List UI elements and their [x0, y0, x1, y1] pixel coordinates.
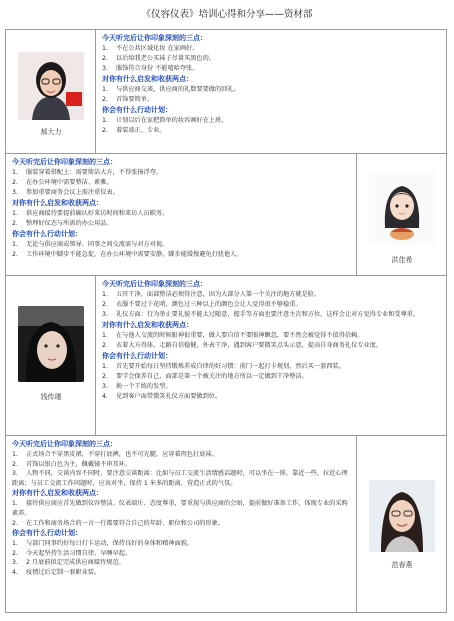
avatar	[369, 480, 435, 552]
photo-column	[356, 154, 446, 275]
heading-takeaways: 对你有什么启发和收获两点：	[102, 75, 193, 83]
list-item: 4. 疫情过后定制一套职业装。	[12, 568, 101, 576]
list-item: 2. 衣着大方得体，走路自信稳健，外表干净，遇到客户要微笑点头示意，提高自身商务礼仪专业度。	[102, 342, 383, 349]
heading-impressions: 今天听完后让你印象深刻的三点：	[102, 34, 207, 42]
list-item: 2. 整理好仪态与所需的办公用品。	[12, 220, 113, 227]
person-name: 洪佳希	[391, 256, 413, 264]
list-item: 4. 见到客户面带微笑礼仪方面要做到位。	[102, 393, 222, 400]
list-item: 1. 无论与供应商或领导、同事之间交流需与对方对视。	[12, 241, 169, 248]
list-item: 2. 在工作和商务场合的一言一行都要符合自己的年龄、职位和公司的形象。	[12, 519, 224, 527]
list-item: 2. 首饰以银白色为主，佩戴镜不串耳环。	[12, 460, 132, 468]
photo-column	[6, 276, 96, 435]
document-title: 《仪容仪表》培训心得和分享——资材部	[141, 9, 313, 20]
text-column	[96, 30, 446, 153]
heading-impressions: 今天听完后让你印象深刻的三点：	[12, 158, 117, 166]
person-name: 钱传瑾	[40, 393, 62, 401]
list-item: 1. 接待供应商应首先做到仪容整洁、仪表端庄、态度尊重，要重视与供应商的会晤，提前做好准备工作，体现专业的采购素养。	[12, 500, 348, 517]
avatar	[18, 306, 84, 382]
heading-takeaways: 对你有什么启发和收获两点：	[12, 489, 103, 498]
list-item: 1. 与部门同事约好每日打卡运动，保持良好的身体和精神面貌。	[12, 540, 194, 548]
list-item: 2. 工作环境中脚步不能急促，在办公环境中需要安静，脚步能缓慢避免打扰他人。	[12, 251, 243, 258]
list-item: 2. 以后给我老公买袜子尽量买黑色的。	[102, 55, 215, 62]
heading-impressions: 今天听完后让你印象深刻的三点：	[12, 440, 117, 448]
list-item: 2. 今天起坚持生活习惯自律，早睡早起。	[12, 549, 132, 557]
heading-action-plan: 你会有什么行动计划：	[12, 230, 82, 238]
avatar	[18, 52, 84, 120]
heading-action-plan: 你会有什么行动计划：	[102, 352, 172, 360]
photo-column	[6, 30, 96, 153]
list-item: 1. 五官干净，面部整洁必须得注意，因为大部分人第一个关注的地方就是脸。	[102, 291, 321, 298]
heading-impressions: 今天听完后让你印象深刻的三点：	[102, 280, 207, 288]
person-name: 范春燕	[391, 561, 413, 569]
list-item: 3. 参加重要商务会议上需注重仪表。	[12, 189, 119, 196]
photo-column	[356, 436, 446, 612]
list-item: 1. 正式场合不穿黑皮裙，不穿打底裤，也不可光腿，应穿着肉色打底袜。	[12, 451, 218, 458]
list-item: 3. 换一个干练的发型。	[102, 383, 172, 390]
avatar	[369, 172, 435, 244]
heading-takeaways: 对你有什么启发和收获两点：	[102, 321, 193, 329]
list-item: 1. 供应商接待要提前确认好来访时间和来访人员职务。	[12, 210, 169, 217]
list-item: 3. 服饰符合身份 不能嘻哈夸张。	[102, 65, 199, 72]
list-item: 1. 服装穿着搭配上：需要简洁大方，不得张扬浮夸。	[12, 169, 163, 176]
list-item: 3. 礼仪方面：行为举止要礼貌不能太过随意，握手等方面也要注意主次和方位，这样会让对方觉得专业和受尊重。	[102, 311, 420, 318]
list-item: 1. 首先要开始每日坚持锻炼养成自律的好习惯：前门一起打卡规划，然后买一套西装。	[102, 363, 345, 370]
sharing-table	[5, 29, 447, 613]
heading-takeaways: 对你有什么启发和收获两点：	[12, 199, 103, 207]
person-name: 郝大力	[40, 128, 62, 136]
list-item: 1. 不在公共区域化妆 在家画好。	[102, 45, 199, 52]
text-column	[6, 154, 356, 275]
text-column	[6, 436, 356, 612]
list-item: 1. 在与他人交流的时候眼神很重要，做人要自信不要眼神飘忽，要不然会被觉得不值得信赖。	[102, 332, 364, 339]
text-column	[96, 276, 446, 435]
section-hong-jiaxi	[6, 154, 446, 276]
list-item: 2. 在办公环境中需要整洁、素雅。	[12, 179, 113, 186]
list-item: 1. 与供应商交谈，供应商的礼数要要做的回礼。	[102, 86, 240, 93]
list-item: 2. 首饰要简单。	[102, 96, 154, 103]
section-qian-chuanjin	[6, 276, 446, 436]
list-item: 1. 计划以后在家把简单的妆容画好在上班。	[102, 117, 228, 124]
list-item: 2. 着装端正、专业。	[102, 127, 166, 134]
section-fan-chunyan	[6, 436, 446, 612]
heading-action-plan: 你会有什么行动计划：	[12, 529, 82, 538]
list-item: 3. 人物不同，交谈内容不同时，要注意交谈距离：比如与员工交流生活情感话题时，可以坐在一排，靠近一些，拉近心理距离；与员工交流工作问题时，应该对坐，保持 1 米多的距离，营造正式的气氛。	[12, 470, 348, 487]
list-item: 2. 要学会保养自己，面部是第一个被关注的地方所以一定做到干净整洁。	[102, 373, 308, 380]
list-item: 2. 衣服不要过于花哨，颜色过三种以上的颜色会让人觉得很不够稳重。	[102, 301, 302, 308]
list-item: 3. 2 月底前拟定完成供应商接待规范。	[12, 559, 125, 567]
section-hao-dali	[6, 30, 446, 154]
heading-action-plan: 你会有什么行动计划：	[102, 106, 172, 114]
